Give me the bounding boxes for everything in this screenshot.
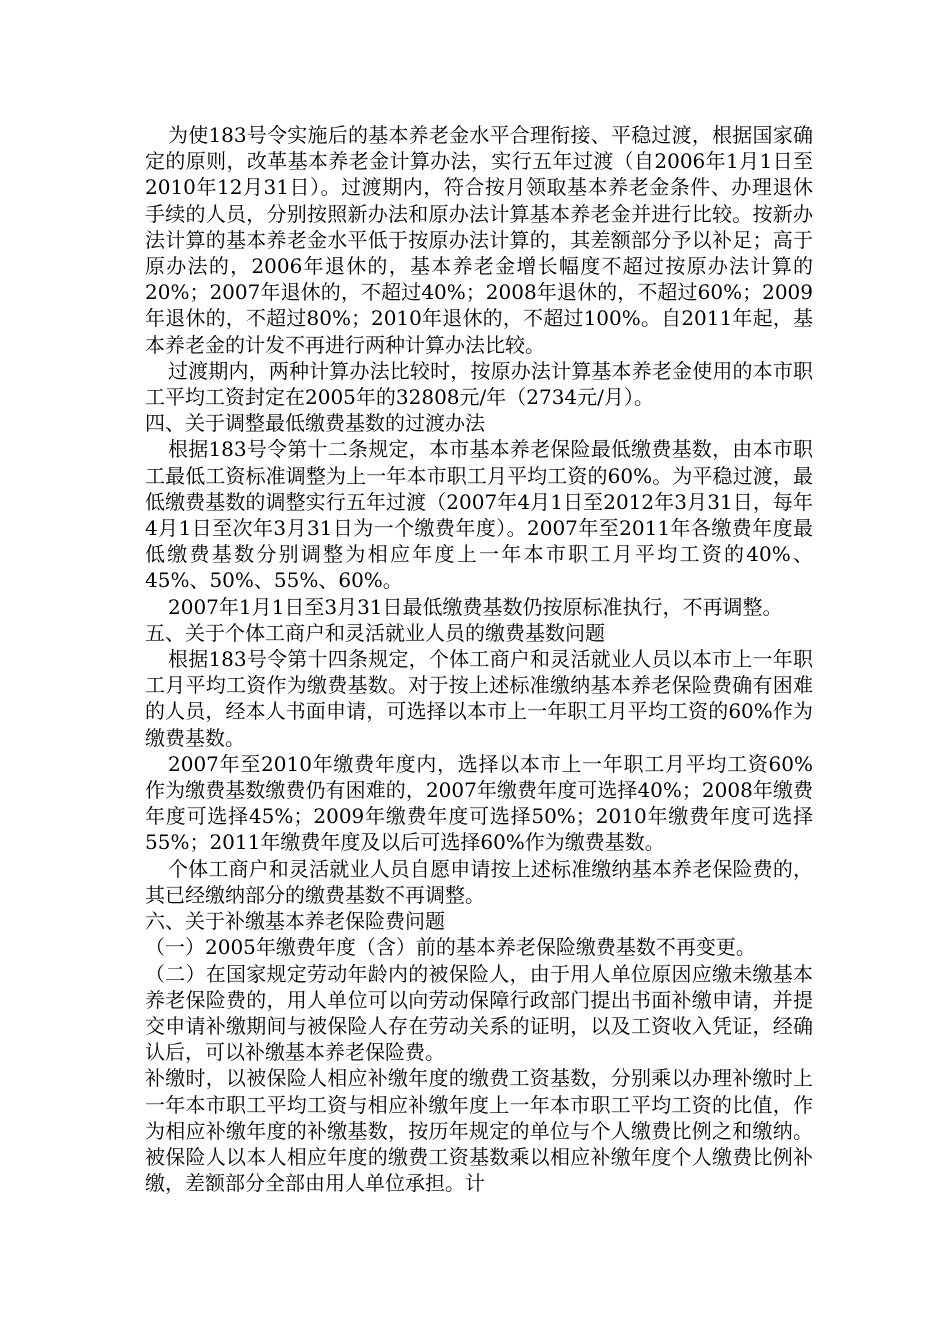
section-heading-5: 五、关于个体工商户和灵活就业人员的缴费基数问题 [145,620,605,645]
section-heading-4: 四、关于调整最低缴费基数的过渡办法 [145,411,485,436]
subsection-1: （一）2005年缴费年度（含）前的基本养老保险缴费基数不再变更。 [145,935,756,960]
paragraph-back-payment: 补缴时，以被保险人相应补缴年度的缴费工资基数，分别乘以办理补缴时上一年本市职工平均工资与相应补缴年度上一年本市职工平均工资的比值，作为相应补缴年度的补缴基数，按历年规定的单位与个人缴费比例之和缴纳。被保险人以本人相应年度的缴费工资基数乘以相应补缴年度个人缴费比例补缴，差额部分全部由用人单位承担。计 [145,1066,813,1196]
paragraph-min-base-q1: 2007年1月1日至3月31日最低缴费基数仍按原标准执行，不再调整。 [168,594,783,619]
subsection-2: （二）在国家规定劳动年龄内的被保险人，由于用人单位原因应缴未缴基本养老保险费的，用人单位可以向劳动保障行政部门提出书面补缴申请，并提交申请补缴期间与被保险人存在劳动关系的证明，以及工资收入凭证，经确认后，可以补缴基本养老保险费。 [145,961,813,1065]
paragraph-self-employed-no-adjust: 个体工商户和灵活就业人员自愿申请按上述标准缴纳基本养老保险费的，其已经缴纳部分的缴费基数不再调整。 [145,856,813,907]
paragraph-self-employed-options: 2007年至2010年缴费年度内，选择以本市上一年职工月平均工资60%作为缴费基数缴费仍有困难的，2007年缴费年度可选择40%；2008年缴费年度可选择45%；2009年缴费年度可选择50%；2010年缴费年度可选择55%；2011年缴费年度及以后可选择60%作为缴费基数。 [145,751,813,855]
paragraph-transition-wage: 过渡期内，两种计算办法比较时，按原办法计算基本养老金使用的本市职工平均工资封定在2005年的32808元/年（2734元/月）。 [145,358,813,410]
paragraph-min-base: 根据183号令第十二条规定，本市基本养老保险最低缴费基数，由本市职工最低工资标准调整为上一年本市职工月平均工资的60%。为平稳过渡，最低缴费基数的调整实行五年过渡（2007年4月1日至2012年3月31日，每年4月1日至次年3月31日为一个缴费年度）。2007年至2011年各缴费年度最低缴费基数分别调整为相应年度上一年本市职工月平均工资的40%、45%、50%、55%、60%。 [145,437,813,593]
section-heading-6: 六、关于补缴基本养老保险费问题 [145,909,445,934]
paragraph-transition-pension: 为使183号令实施后的基本养老金水平合理衔接、平稳过渡，根据国家确定的原则，改革基本养老金计算办法，实行五年过渡（自2006年1月1日至2010年12月31日）。过渡期内，符合按月领取基本养老金条件、办理退休手续的人员，分别按照新办法和原办法计算基本养老金并进行比较。按新办法计算的基本养老金水平低于按原办法计算的，其差额部分予以补足；高于原办法的，2006年退休的，基本养老金增长幅度不超过按原办法计算的20%；2007年退休的，不超过40%；2008年退休的，不超过60%；2009年退休的，不超过80%；2010年退休的，不超过100%。自2011年起，基本养老金的计发不再进行两种计算办法比较。 [145,123,813,357]
document-body [145,122,813,1196]
paragraph-self-employed-base: 根据183号令第十四条规定，个体工商户和灵活就业人员以本市上一年职工月平均工资作为缴费基数。对于按上述标准缴纳基本养老保险费确有困难的人员，经本人书面申请，可选择以本市上一年职工月平均工资的60%作为缴费基数。 [145,647,813,750]
